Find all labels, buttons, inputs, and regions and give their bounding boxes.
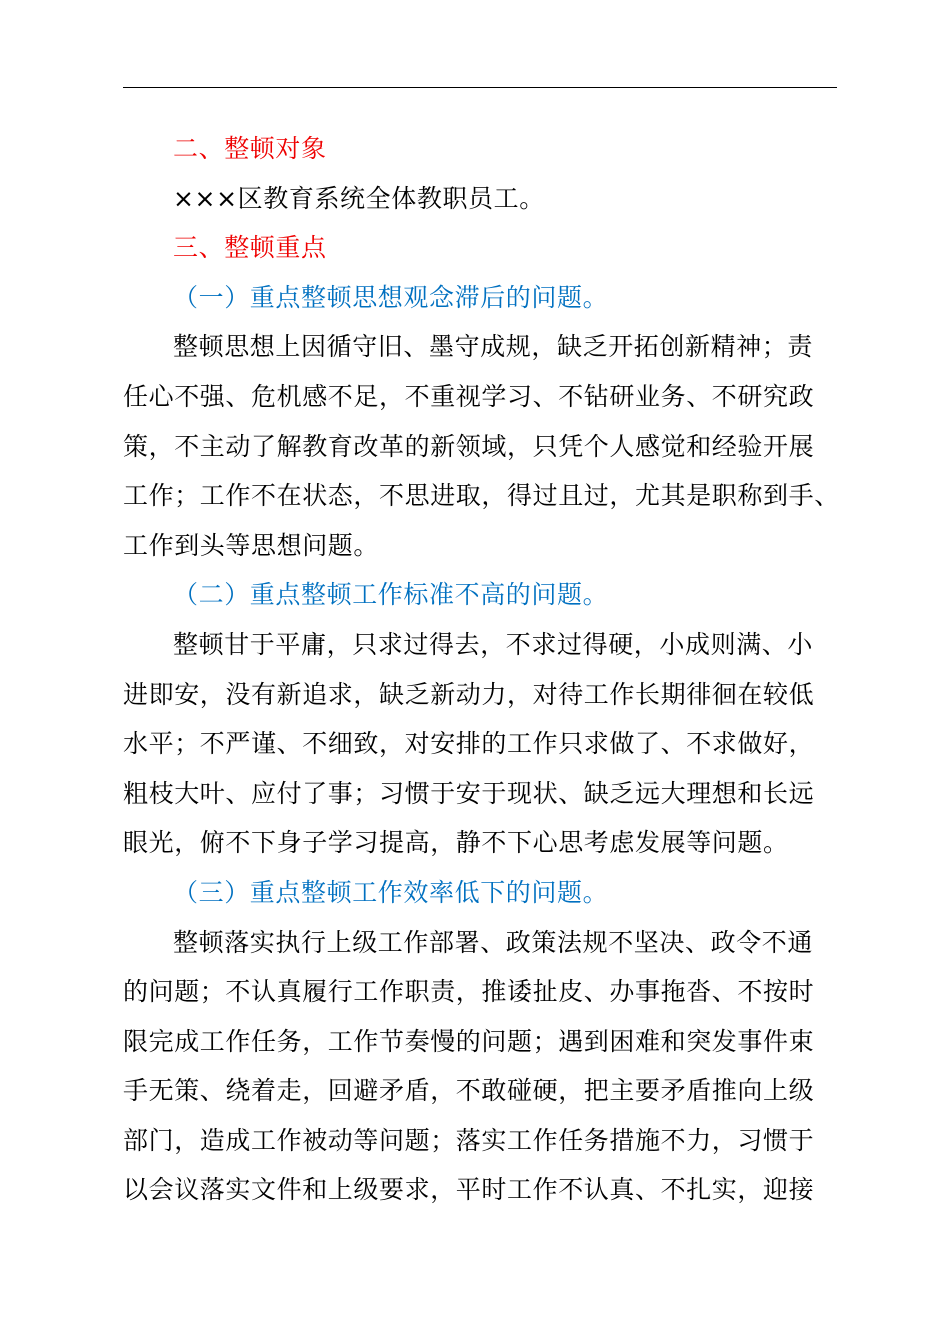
paragraph-line: 整顿落实执行上级工作部署、政策法规不坚决、政令不通 (173, 927, 814, 957)
paragraph-line: 眼光，俯不下身子学习提高，静不下心思考虑发展等问题。 (123, 828, 789, 858)
paragraph-line: 工作；工作不在状态，不思进取，得过且过，尤其是职称到手、 (123, 481, 840, 511)
subsection-heading-1: （一）重点整顿思想观念滞后的问题。 (173, 282, 609, 312)
paragraph-line: 水平；不严谨、不细致，对安排的工作只求做了、不求做好， (123, 729, 815, 759)
paragraph-line: 任心不强、危机感不足，不重视学习、不钻研业务、不研究政 (123, 381, 815, 411)
section-heading-targets: 二、整顿对象 (173, 134, 327, 163)
paragraph-line: 的问题；不认真履行工作职责，推诿扯皮、办事拖沓、不按时 (123, 977, 815, 1007)
subsection-paragraph-3 (123, 918, 837, 1216)
subsection-paragraph-1 (123, 322, 840, 570)
section-targets-text: ×××区教育系统全体教职员工。 (173, 183, 545, 213)
paragraph-line: 部门，造成工作被动等问题；落实工作任务措施不力，习惯于 (123, 1125, 815, 1155)
paragraph-line: 整顿思想上因循守旧、墨守成规，缺乏开拓创新精神；责 (173, 332, 814, 362)
paragraph-line: 工作到头等思想问题。 (123, 530, 380, 560)
paragraph-line: 粗枝大叶、应付了事；习惯于安于现状、缺乏远大理想和长远 (123, 778, 815, 808)
header-rule (123, 87, 837, 88)
paragraph-line: 整顿甘于平庸，只求过得去，不求过得硬，小成则满、小 (173, 629, 814, 659)
subsection-heading-3: （三）重点整顿工作效率低下的问题。 (173, 877, 609, 907)
section-heading-focus: 三、整顿重点 (173, 233, 327, 263)
document-body (123, 124, 840, 1215)
paragraph-line: 限完成工作任务，工作节奏慢的问题；遇到困难和突发事件束 (123, 1026, 815, 1056)
paragraph-line: 策，不主动了解教育改革的新领域，只凭个人感觉和经验开展 (123, 431, 815, 461)
paragraph-line: 以会议落实文件和上级要求，平时工作不认真、不扎实，迎接 (123, 1175, 815, 1205)
paragraph-line: 手无策、绕着走，回避矛盾，不敢碰硬，把主要矛盾推向上级 (123, 1076, 815, 1106)
subsection-paragraph-2 (123, 620, 837, 868)
paragraph-line: 进即安，没有新追求，缺乏新动力，对待工作长期徘徊在较低 (123, 679, 815, 709)
subsection-heading-2: （二）重点整顿工作标准不高的问题。 (173, 580, 609, 610)
